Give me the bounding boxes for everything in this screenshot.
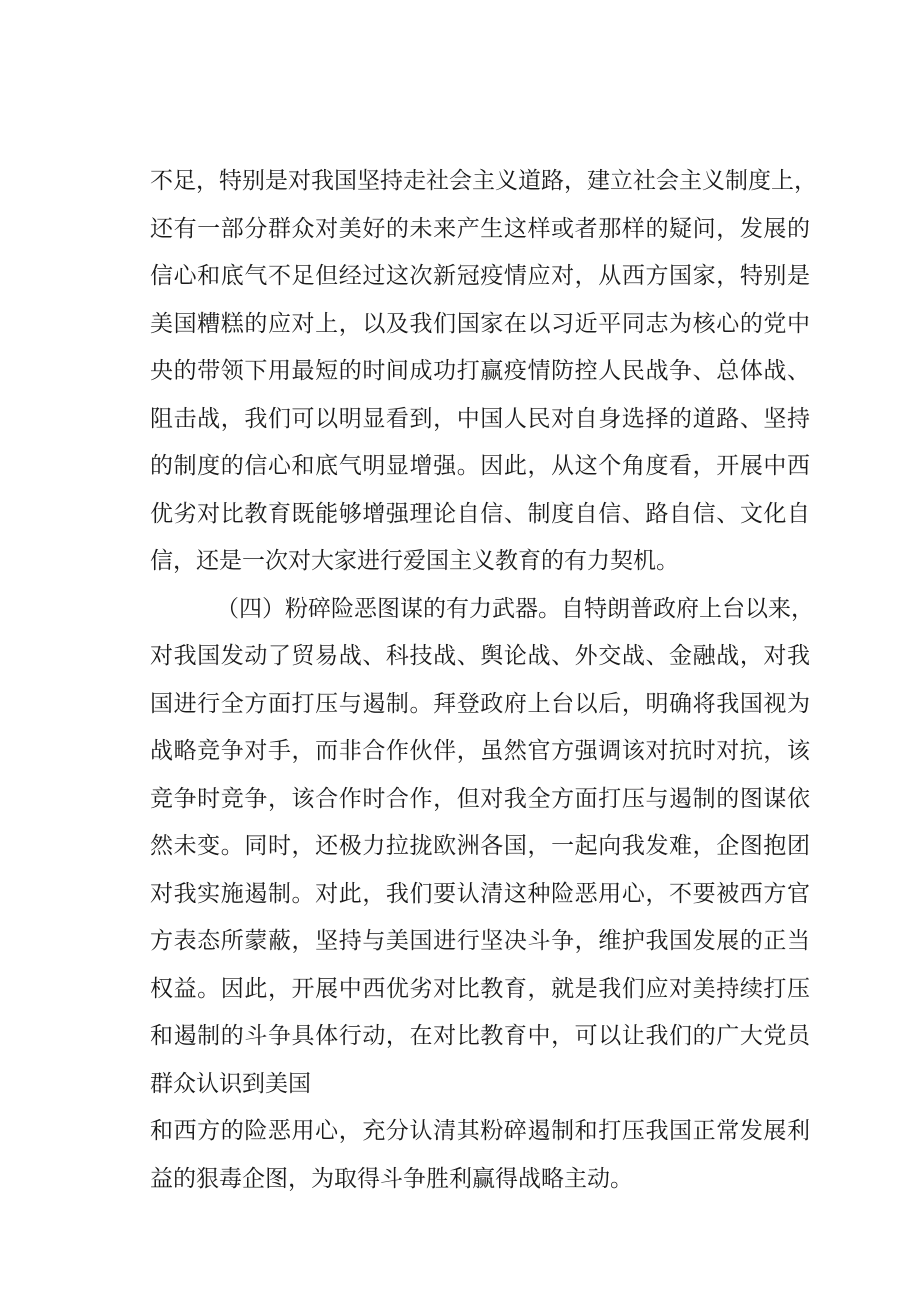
document-body — [150, 158, 817, 1203]
text-line: 信，还是一次对大家进行爱国主义教育的有力契机。 — [150, 548, 679, 574]
text-line: 优劣对比教育既能够增强理论自信、制度自信、路自信、文化自 — [150, 500, 810, 527]
text-line: 不足，特别是对我国坚持走社会主义道路，建立社会主义制度上， — [150, 168, 817, 194]
text-line: 阻击战，我们可以明显看到，中国人民对自身选择的道路、坚持 — [150, 405, 810, 432]
text-line: 美国糟糕的应对上，以及我们国家在以习近平同志为核心的党中 — [150, 310, 810, 337]
text-line: 和遏制的斗争具体行动，在对比教育中，可以让我们的广大党员 — [150, 1023, 810, 1049]
text-line: 方表态所蒙蔽，坚持与美国进行坚决斗争，维护我国发展的正当 — [150, 928, 810, 954]
text-line: 还有一部分群众对美好的未来产生这样或者那样的疑问，发展的 — [150, 215, 810, 242]
text-line: 对我实施遏制。对此，我们要认清这种险恶用心，不要被西方官 — [150, 880, 810, 907]
text-line: 央的带领下用最短的时间成功打赢疫情防控人民战争、总体战、 — [150, 358, 810, 384]
text-line: 和西方的险恶用心，充分认清其粉碎遏制和打压我国正常发展利 — [150, 1118, 810, 1144]
text-line: 信心和底气不足但经过这次新冠疫情应对，从西方国家，特别是 — [150, 263, 810, 289]
text-line: 的制度的信心和底气明显增强。因此，从这个角度看，开展中西 — [150, 453, 810, 479]
text-line: 竞争时竞争，该合作时合作，但对我全方面打压与遏制的图谋依 — [150, 785, 810, 812]
text-line: 战略竞争对手，而非合作伙伴，虽然官方强调该对抗时对抗，该 — [150, 738, 810, 764]
text-line: 然未变。同时，还极力拉拢欧洲各国，一起向我发难，企图抱团 — [150, 833, 810, 859]
text-line: 益的狠毒企图，为取得斗争胜利赢得战略主动。 — [150, 1165, 633, 1192]
text-line: 群众认识到美国 — [150, 1070, 311, 1097]
text-line: 国进行全方面打压与遏制。拜登政府上台以后，明确将我国视为 — [150, 690, 810, 717]
text-line: 对我国发动了贸易战、科技战、舆论战、外交战、金融战，对我 — [150, 643, 810, 669]
section-heading-line: （四）粉碎险恶图谋的有力武器。自特朗普政府上台以来， — [216, 595, 814, 622]
text-line: 权益。因此，开展中西优劣对比教育，就是我们应对美持续打压 — [150, 975, 810, 1002]
